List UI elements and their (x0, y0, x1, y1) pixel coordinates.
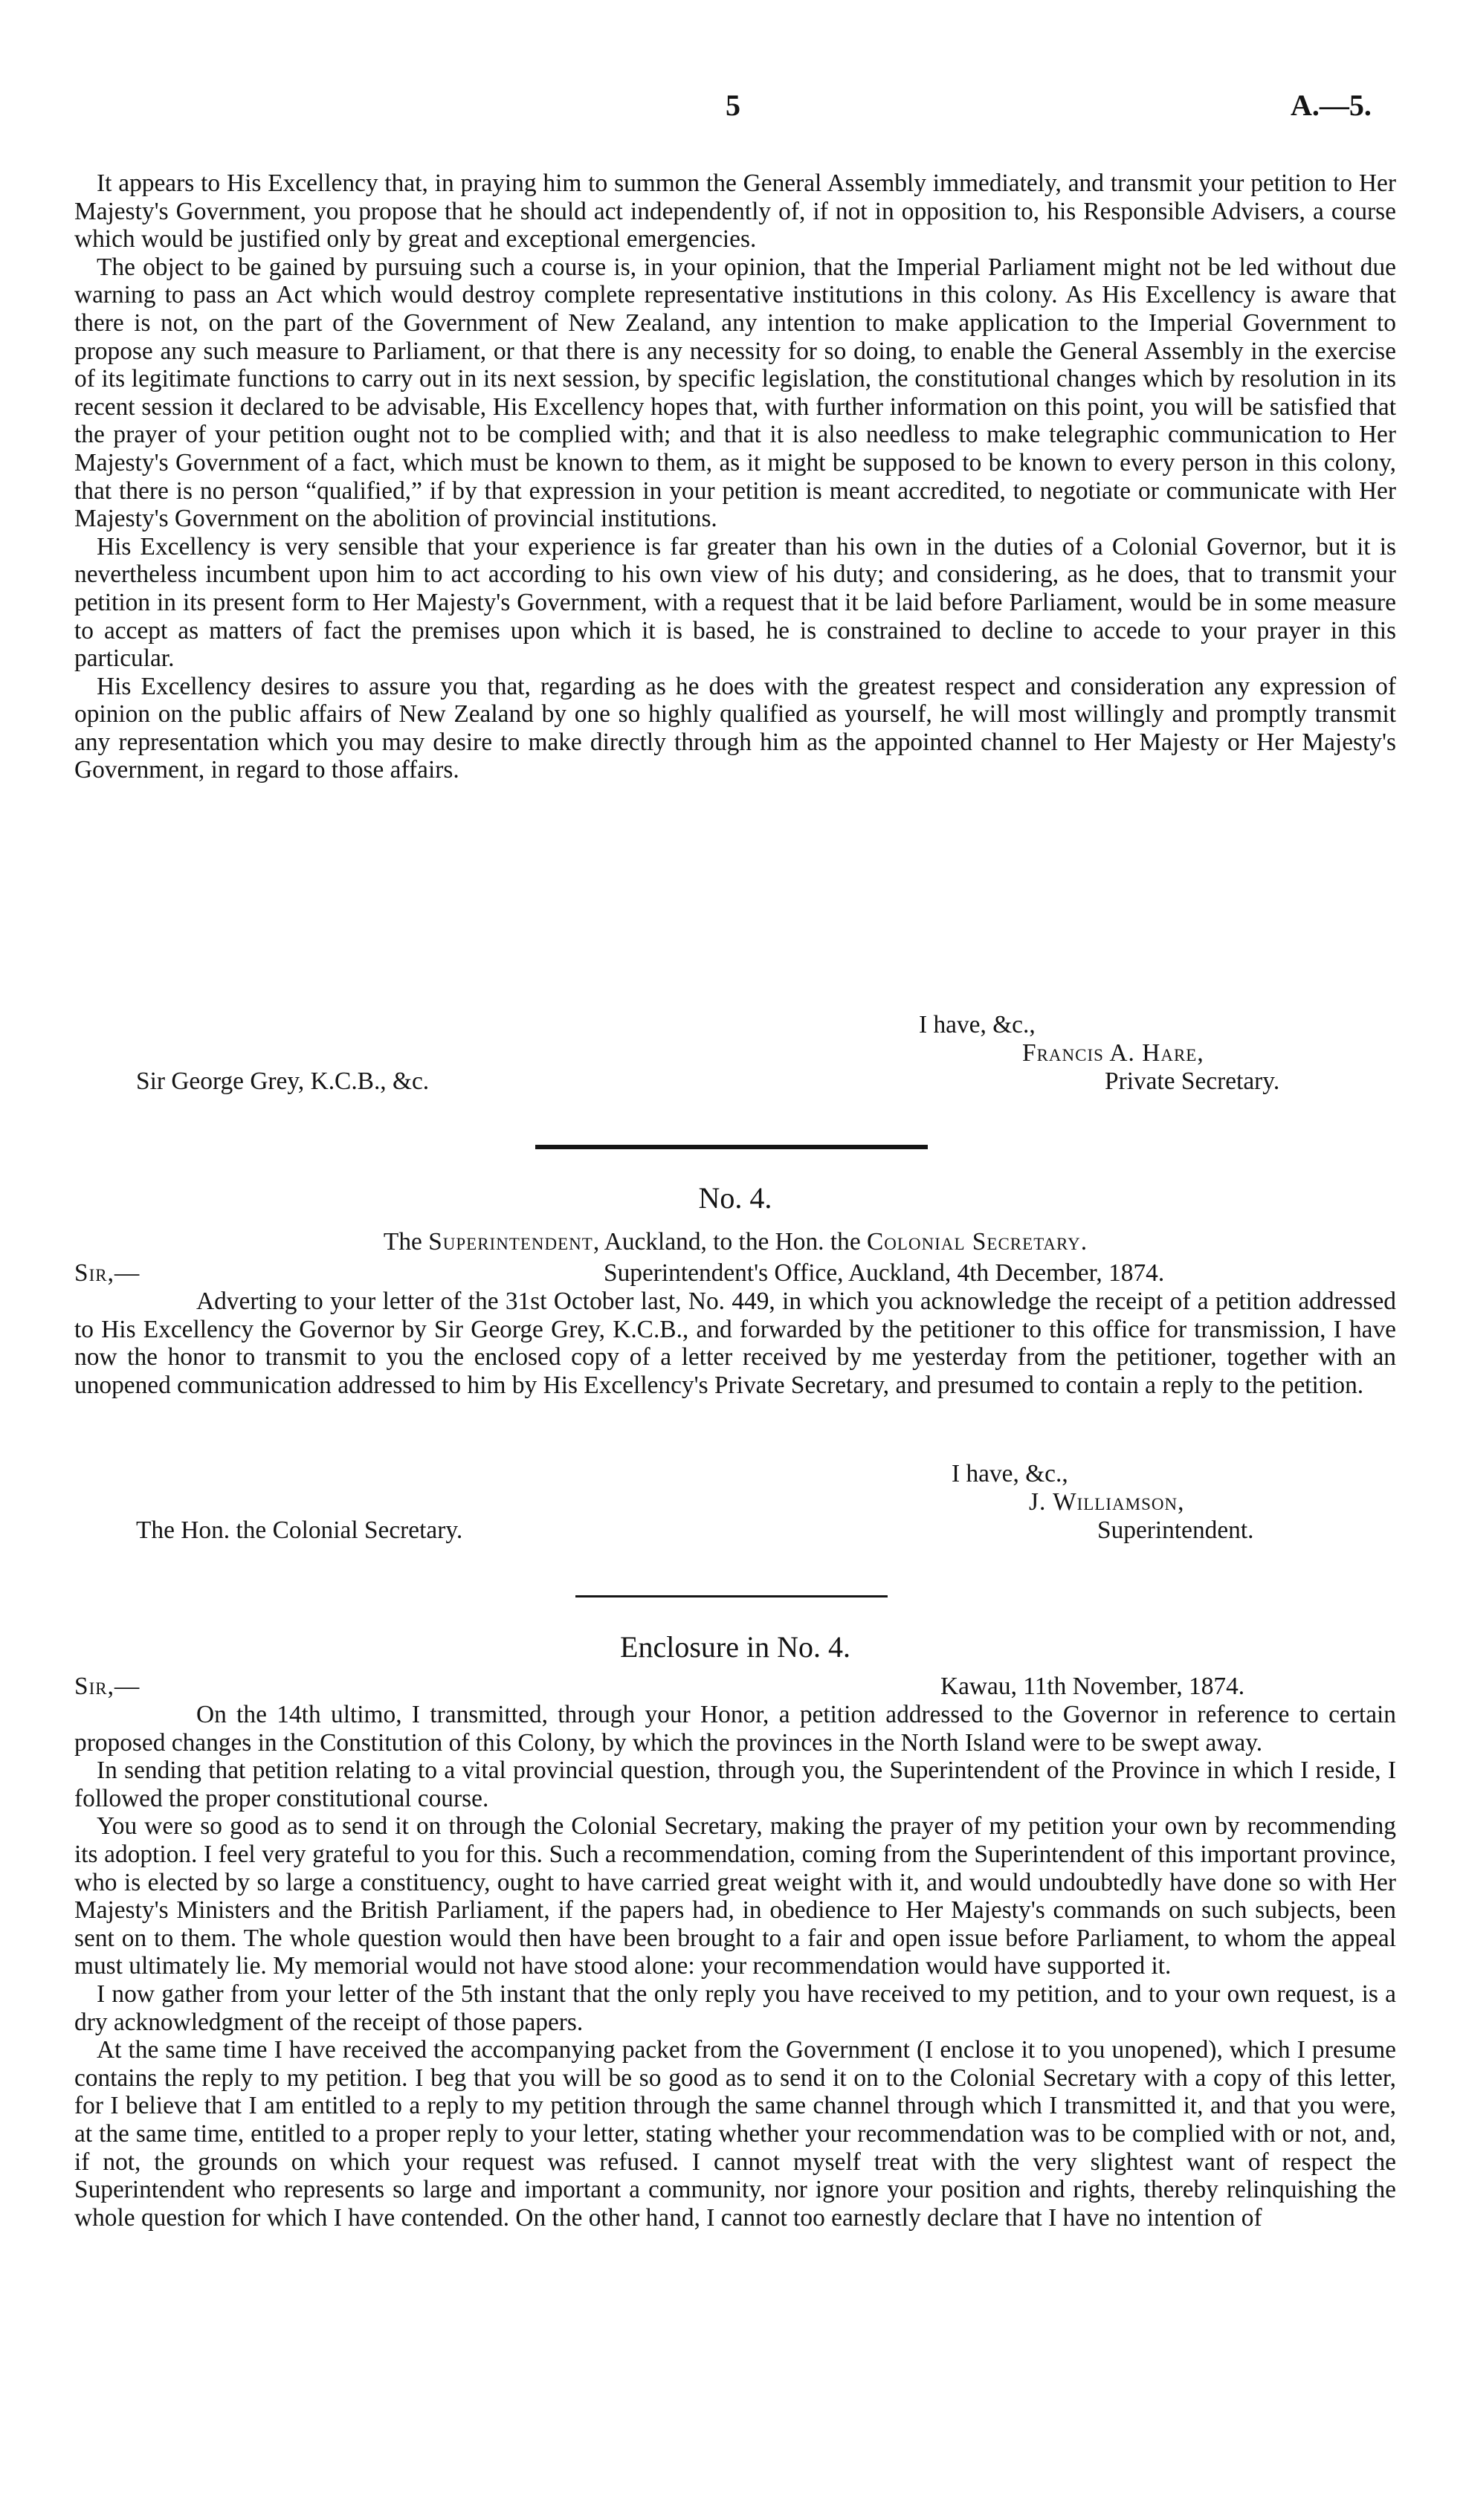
section-divider-thick (535, 1145, 928, 1149)
place-date: Kawau, 11th November, 1874. (940, 1673, 1245, 1700)
closing-phrase: I have, &c., (952, 1460, 1068, 1487)
letter-heading: No. 4. (698, 1181, 772, 1215)
letter-continued-body (74, 169, 1396, 784)
addressee: The Hon. the Colonial Secretary. (136, 1516, 463, 1544)
paragraph: His Excellency is very sensible that your experience is far greater than his own in the duties of a Colonial Governor, but it is nevertheless incumbent upon him to act according to his own view of his duty; and considering, as he does, that to transmit your petition in its present form to Her Majesty's Government, with a request that it be laid before Parliament, would be in some measure to accept as matters of fact the premises upon which it is based, he is constrained to decline to accede to your prayer in this particular. (74, 532, 1396, 673)
enclosure-body (74, 1701, 1396, 2232)
subheading-sender: Superintendent (428, 1228, 593, 1256)
paragraph: Adverting to your letter of the 31st October last, No. 449, in which you acknowledge the receipt of a petition addressed to His Excellency the Governor by Sir George Grey, K.C.B., and forwarded by the petitioner to this office for transmission, I have now the honor to transmit to you the enclosed copy of a letter received by me yesterday from the petitioner, together with an unopened communication addressed to him by His Excellency's Private Secretary, and presumed to contain a reply to the petition. (74, 1288, 1396, 1399)
section-divider-thin (575, 1595, 888, 1597)
document-reference: A.—5. (1291, 88, 1372, 122)
salutation: Sir,— (74, 1259, 141, 1287)
paragraph: I now gather from your letter of the 5th instant that the only reply you have received to my petition, and to your own request, is a dry acknowledgment of the receipt of those papers. (74, 1980, 1396, 2036)
letter-body (74, 1288, 1396, 1399)
letter-subheading (74, 1228, 1396, 1256)
signatory-name: Francis A. Hare, (1022, 1039, 1204, 1067)
subheading-recipient: Colonial Secretary (867, 1228, 1081, 1256)
paragraph: In sending that petition relating to a vital provincial question, through you, the Superintendent of the Province in which I reside, I followed the proper constitutional course. (74, 1757, 1396, 1812)
closing-phrase: I have, &c., (919, 1011, 1036, 1038)
signatory-title: Superintendent. (1097, 1516, 1254, 1544)
subheading-text: The (383, 1228, 429, 1256)
addressee: Sir George Grey, K.C.B., &c. (136, 1067, 430, 1095)
paragraph: It appears to His Excellency that, in praying him to summon the General Assembly immediately, and transmit your petition to Her Majesty's Government, you propose that he should act independently of, if not in opposition to, his Responsible Advisers, a course which would be justified only by great and exceptional emergencies. (74, 169, 1396, 253)
paragraph: On the 14th ultimo, I transmitted, through your Honor, a petition addressed to the Governor in reference to certain proposed changes in the Constitution of this Colony, by which the provinces in the North Island were to be swept away. (74, 1701, 1396, 1757)
paragraph: You were so good as to send it on through the Colonial Secretary, making the prayer of my petition your own by recommending its adoption. I feel very grateful to you for this. Such a recommendation, coming from the Superintendent of this important province, who is elected by so large a constituency, ought to have carried great weight with it, and would undoubtedly have done so with Her Majesty's Ministers and the British Parliament, if the papers had, in obedience to Her Majesty's commands on such subjects, been sent on to them. The whole question would then have been brought to a fair and open issue before Parliament, to whom the appeal must ultimately lie. My memorial would not have stood alone: your recommendation would have supported it. (74, 1812, 1396, 1980)
subheading-text: . (1080, 1228, 1088, 1256)
enclosure-heading: Enclosure in No. 4. (620, 1630, 850, 1664)
paragraph: At the same time I have received the accompanying packet from the Government (I enclose it to you unopened), which I presume contains the reply to my petition. I beg that you will be so good as to send it on to the Colonial Secretary with a copy of this letter, for I believe that I am entitled to a reply to my petition through the same channel through which I transmitted it, and that you were, at the same time, entitled to a proper reply to your letter, stating whether your recommendation was to be complied with or not, and, if not, the grounds on which your request was refused. I cannot myself treat with the very slightest want of respect the Superintendent who represents so large and important a community, nor ignore your position and rights, thereby relinquishing the whole question for which I have contended. On the other hand, I cannot too earnestly declare that I have no intention of (74, 2036, 1396, 2232)
paragraph: His Excellency desires to assure you that, regarding as he does with the greatest respect and consideration any expression of opinion on the public affairs of New Zealand by one so highly qualified as yourself, he will most willingly and promptly transmit any representation which you may desire to make directly through him as the appointed channel to Her Majesty or Her Majesty's Government, in regard to those affairs. (74, 672, 1396, 784)
subheading-text: , Auckland, to the Hon. the (592, 1228, 868, 1256)
page-number: 5 (726, 88, 740, 122)
signatory-title: Private Secretary. (1105, 1067, 1280, 1095)
place-date: Superintendent's Office, Auckland, 4th December, 1874. (604, 1259, 1165, 1287)
salutation: Sir,— (74, 1673, 141, 1700)
paragraph: The object to be gained by pursuing such a course is, in your opinion, that the Imperial Parliament might not be led without due warning to pass an Act which would destroy complete representative institutions in this colony. As His Excellency is aware that there is not, on the part of the Government of New Zealand, any intention to make application to the Imperial Government to propose any such measure to Parliament, or that there is any necessity for so doing, to enable the General Assembly in the exercise of its legitimate functions to carry out in its next session, by specific legislation, the constitutional changes which by resolution in its recent session it declared to be advisable, His Excellency hopes that, with further information on this point, you will be satisfied that the prayer of your petition ought not to be complied with; and that it is also needless to make telegraphic communication to Her Majesty's Government of a fact, which must be known to them, as it might be supposed to be known to every person in this colony, that there is no person “qualified,” if by that expression in your petition is meant accredited, to negotiate or communicate with Her Majesty's Government on the abolition of provincial institutions. (74, 253, 1396, 533)
signatory-name: J. Williamson, (1029, 1488, 1185, 1516)
